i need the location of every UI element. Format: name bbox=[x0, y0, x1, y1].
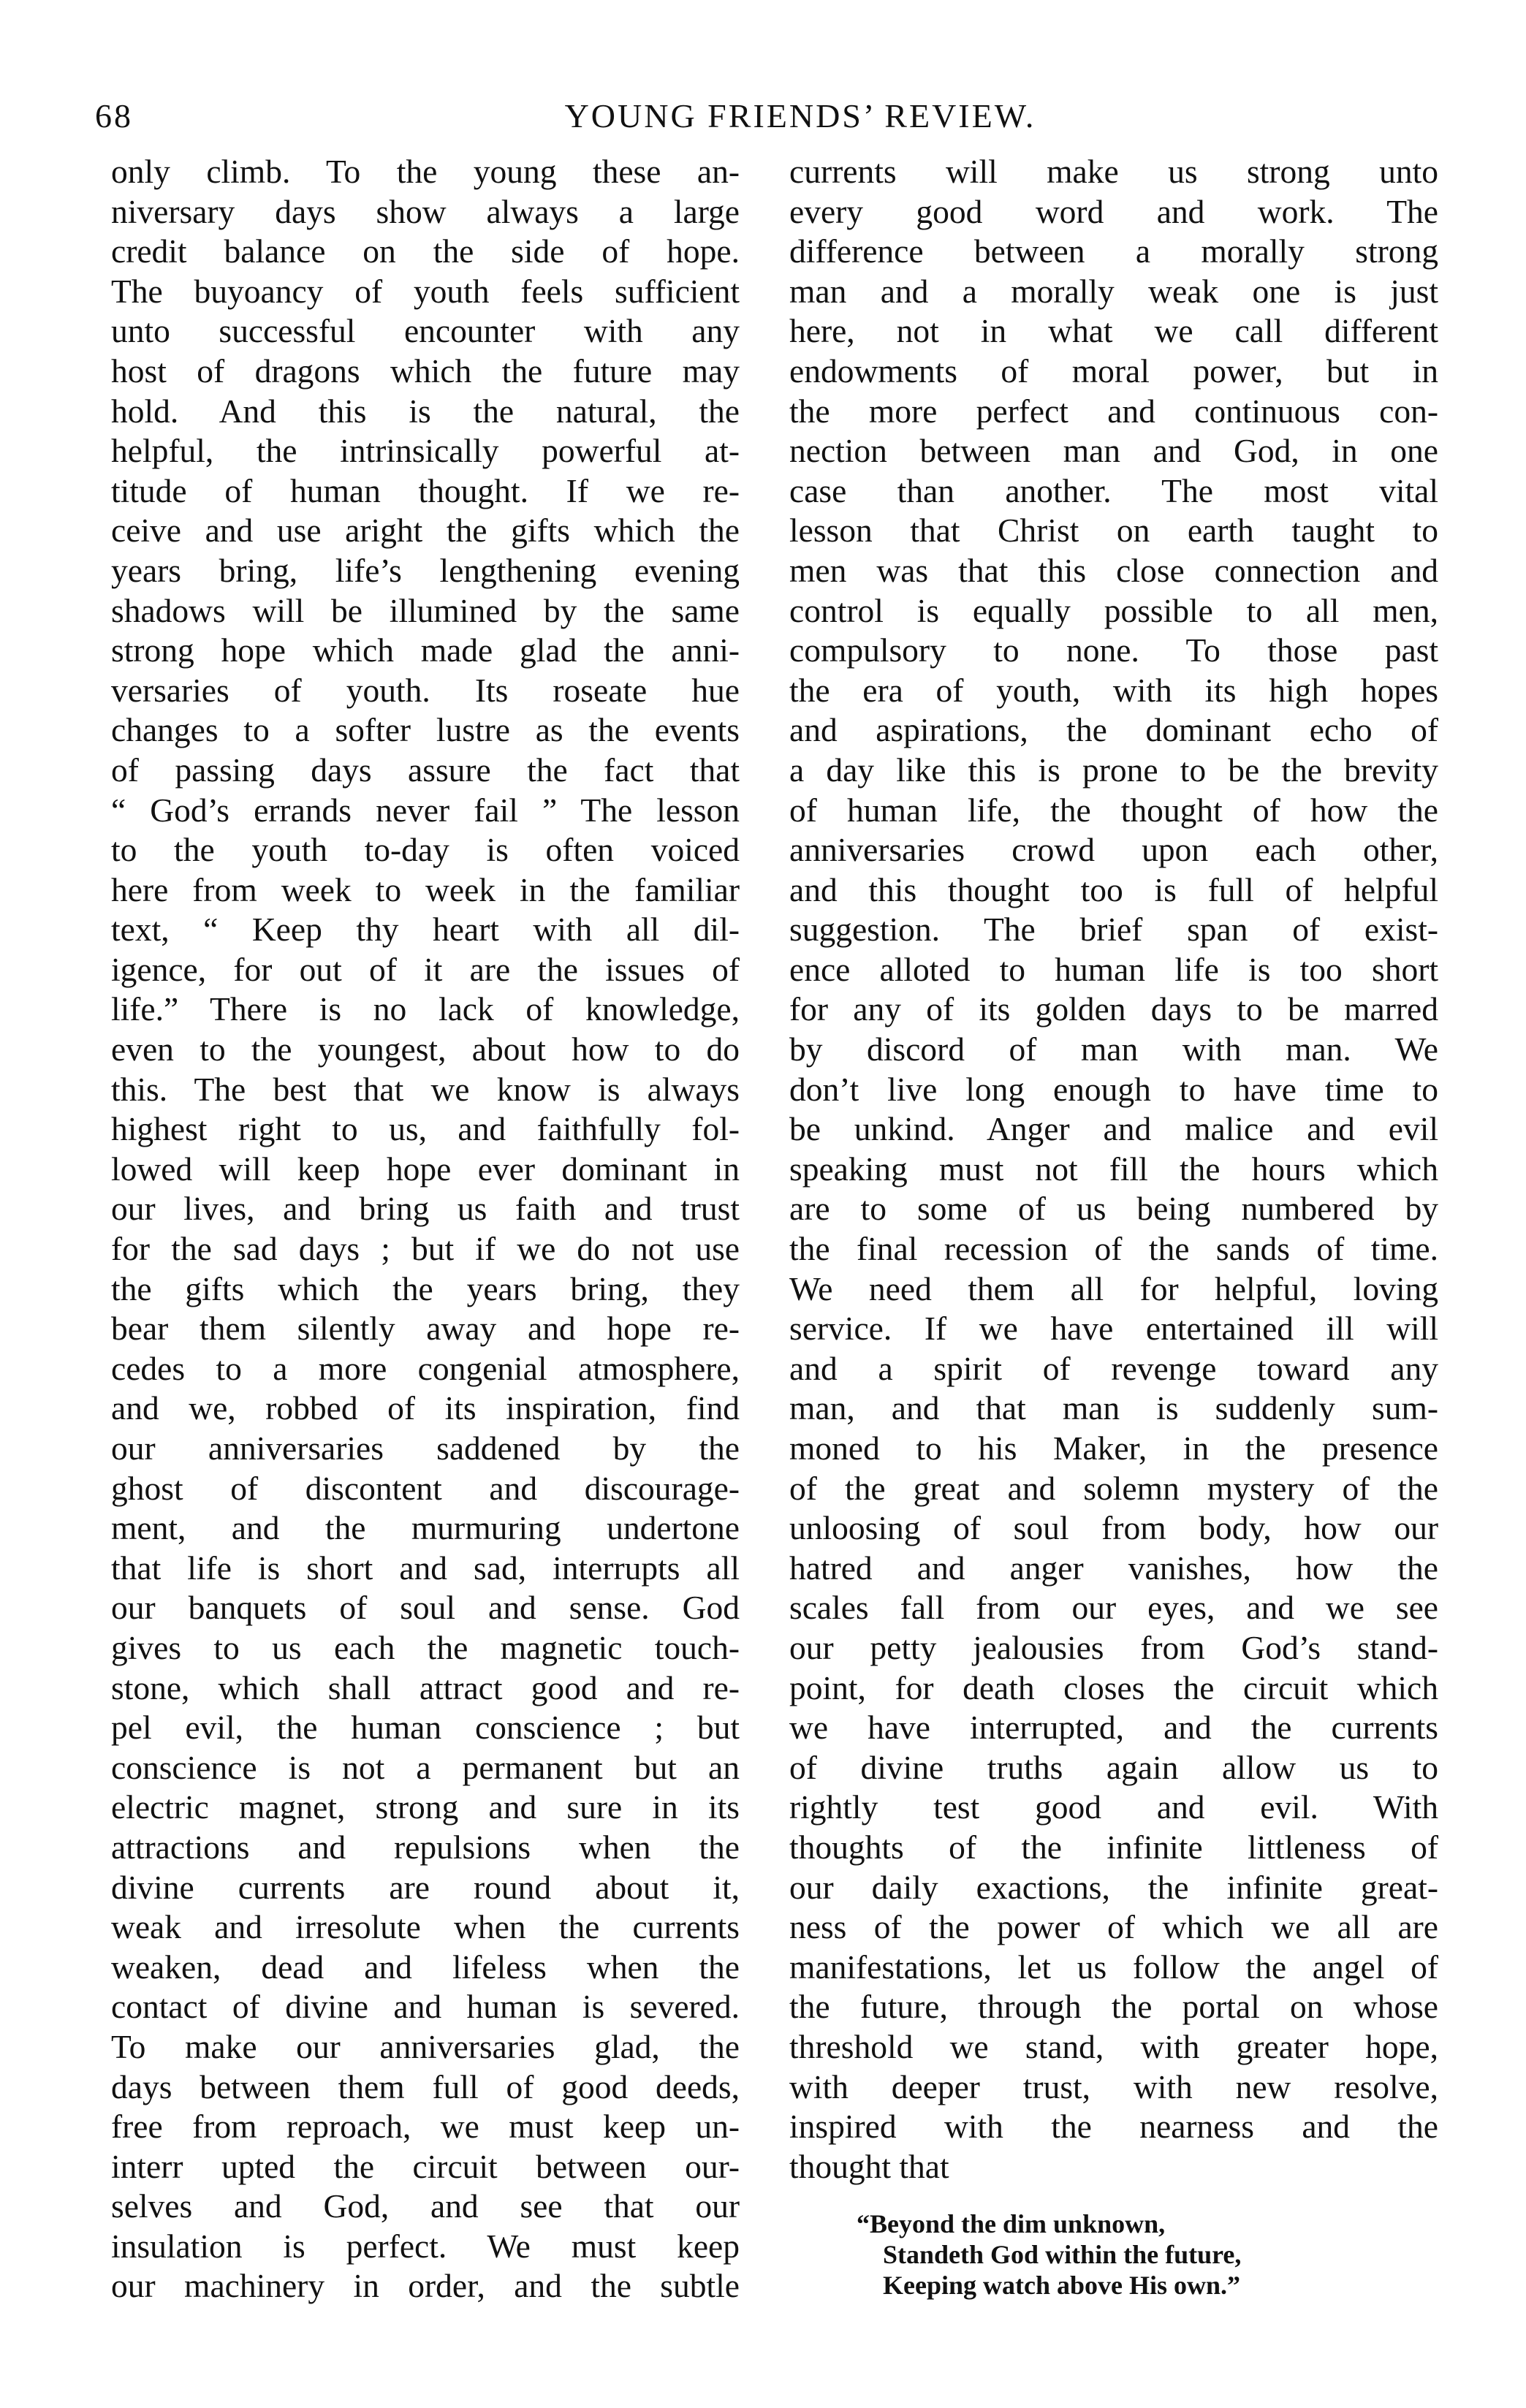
text-line: pel evil, the human conscience ; but bbox=[111, 1709, 740, 1747]
text-line: rightly test good and evil. With bbox=[789, 1788, 1438, 1826]
text-line: ment, and the murmuring undertone bbox=[111, 1509, 740, 1547]
text-line: and aspirations, the dominant echo of bbox=[789, 711, 1438, 749]
text-line: We need them all for helpful, loving bbox=[789, 1269, 1438, 1307]
text-line: lowed will keep hope ever dominant in bbox=[111, 1150, 740, 1188]
text-line: a day like this is prone to be the brevity bbox=[789, 751, 1438, 789]
text-line: here from week to week in the familiar bbox=[111, 870, 740, 908]
text-line: with deeper trust, with new resolve, bbox=[789, 2067, 1438, 2105]
text-line: the era of youth, with its high hopes bbox=[789, 671, 1438, 709]
text-line: and we, robbed of its inspiration, find bbox=[111, 1389, 740, 1427]
text-line: conscience is not a permanent but an bbox=[111, 1748, 740, 1786]
text-line: the future, through the portal on whose bbox=[789, 1988, 1438, 2026]
text-line: are to some of us being numbered by bbox=[789, 1190, 1438, 1228]
text-line: of human life, the thought of how the bbox=[789, 791, 1438, 829]
text-line: scales fall from our eyes, and we see bbox=[789, 1589, 1438, 1627]
text-line: hold. And this is the natural, the bbox=[111, 392, 740, 430]
text-line: ness of the power of which we all are bbox=[789, 1908, 1438, 1946]
text-line: our petty jealousies from God’s stand- bbox=[789, 1628, 1438, 1666]
text-line: service. If we have entertained ill will bbox=[789, 1310, 1438, 1348]
text-line: highest right to us, and faithfully fol- bbox=[111, 1110, 740, 1148]
text-line: inspired with the nearness and the bbox=[789, 2108, 1438, 2146]
text-line: changes to a softer lustre as the events bbox=[111, 711, 740, 749]
page-number: 68 bbox=[95, 97, 133, 134]
text-line: credit balance on the side of hope. bbox=[111, 232, 740, 270]
text-line: life.” There is no lack of knowledge, bbox=[111, 990, 740, 1028]
text-line: our lives, and bring us faith and trust bbox=[111, 1190, 740, 1228]
text-line: for the sad days ; but if we do not use bbox=[111, 1230, 740, 1268]
text-line: here, not in what we call different bbox=[789, 312, 1438, 350]
text-line: even to the youngest, about how to do bbox=[111, 1030, 740, 1068]
text-line: titude of human thought. If we re- bbox=[111, 471, 740, 509]
text-line: moned to his Maker, in the presence bbox=[789, 1429, 1438, 1467]
text-line: weak and irresolute when the currents bbox=[111, 1908, 740, 1946]
text-line: the final recession of the sands of time. bbox=[789, 1230, 1438, 1268]
text-line: our anniversaries saddened by the bbox=[111, 1429, 740, 1467]
text-line: our banquets of soul and sense. God bbox=[111, 1589, 740, 1627]
text-line: case than another. The most vital bbox=[789, 471, 1438, 509]
text-line: divine currents are round about it, bbox=[111, 1868, 740, 1906]
verse-line: “Beyond the dim unknown, bbox=[857, 2209, 1166, 2238]
text-line: of divine truths again allow us to bbox=[789, 1748, 1438, 1786]
text-line: insulation is perfect. We must keep bbox=[111, 2227, 740, 2265]
text-line: to the youth to-day is often voiced bbox=[111, 831, 740, 869]
text-line: control is equally possible to all men, bbox=[789, 591, 1438, 629]
text-line: and this thought too is full of helpful bbox=[789, 870, 1438, 908]
text-line: attractions and repulsions when the bbox=[111, 1828, 740, 1866]
text-line: selves and God, and see that our bbox=[111, 2187, 740, 2225]
text-line: we have interrupted, and the currents bbox=[789, 1709, 1438, 1747]
text-line: every good word and work. The bbox=[789, 192, 1438, 230]
text-line: our daily exactions, the infinite great- bbox=[789, 1868, 1438, 1906]
text-line: niversary days show always a large bbox=[111, 192, 740, 230]
text-line: nection between man and God, in one bbox=[789, 432, 1438, 470]
right-column bbox=[789, 152, 1438, 2187]
text-line: threshold we stand, with greater hope, bbox=[789, 2027, 1438, 2065]
text-line: compulsory to none. To those past bbox=[789, 631, 1438, 669]
text-line: The buyoancy of youth feels sufficient bbox=[111, 272, 740, 310]
text-line: only climb. To the young these an- bbox=[111, 153, 740, 190]
text-line: years bring, life’s lengthening evening bbox=[111, 551, 740, 589]
text-line: man and a morally weak one is just bbox=[789, 272, 1438, 310]
text-line: “ God’s errands never fail ” The lesson bbox=[111, 791, 740, 829]
running-title: YOUNG FRIENDS’ REVIEW. bbox=[564, 97, 1036, 134]
text-line: the gifts which the years bring, they bbox=[111, 1269, 740, 1307]
text-line: bear them silently away and hope re- bbox=[111, 1310, 740, 1348]
text-line: for any of its golden days to be marred bbox=[789, 990, 1438, 1028]
text-line: days between them full of good deeds, bbox=[111, 2067, 740, 2105]
text-line: point, for death closes the circuit which bbox=[789, 1668, 1438, 1706]
text-line: of the great and solemn mystery of the bbox=[789, 1469, 1438, 1507]
text-line: stone, which shall attract good and re- bbox=[111, 1668, 740, 1706]
verse-line: Keeping watch above His own.” bbox=[883, 2271, 1241, 2300]
left-column bbox=[111, 152, 740, 2306]
text-line: cedes to a more congenial atmosphere, bbox=[111, 1349, 740, 1387]
text-line: helpful, the intrinsically powerful at- bbox=[111, 432, 740, 470]
text-line: and a spirit of revenge toward any bbox=[789, 1349, 1438, 1387]
text-line: To make our anniversaries glad, the bbox=[111, 2027, 740, 2065]
text-line: be unkind. Anger and malice and evil bbox=[789, 1110, 1438, 1148]
text-line: by discord of man with man. We bbox=[789, 1030, 1438, 1068]
text-line: speaking must not fill the hours which bbox=[789, 1150, 1438, 1188]
text-line: text, “ Keep thy heart with all dil- bbox=[111, 911, 740, 949]
text-line: thoughts of the infinite littleness of bbox=[789, 1828, 1438, 1866]
text-line: electric magnet, strong and sure in its bbox=[111, 1788, 740, 1826]
text-line: interr upted the circuit between our- bbox=[111, 2147, 740, 2185]
text-line: anniversaries crowd upon each other, bbox=[789, 831, 1438, 869]
text-line: igence, for out of it are the issues of bbox=[111, 950, 740, 988]
text-line: unloosing of soul from body, how our bbox=[789, 1509, 1438, 1547]
text-line: ceive and use aright the gifts which the bbox=[111, 512, 740, 550]
text-line: of passing days assure the fact that bbox=[111, 751, 740, 789]
text-line: lesson that Christ on earth taught to bbox=[789, 512, 1438, 550]
text-line: the more perfect and continuous con- bbox=[789, 392, 1438, 430]
text-line: this. The best that we know is always bbox=[111, 1070, 740, 1108]
text-line: man, and that man is suddenly sum- bbox=[789, 1389, 1438, 1427]
text-line: suggestion. The brief span of exist- bbox=[789, 911, 1438, 949]
text-line: ghost of discontent and discourage- bbox=[111, 1469, 740, 1507]
text-line: weaken, dead and lifeless when the bbox=[111, 1948, 740, 1986]
text-line: contact of divine and human is severed. bbox=[111, 1988, 740, 2026]
text-line: unto successful encounter with any bbox=[111, 312, 740, 350]
text-line: that life is short and sad, interrupts all bbox=[111, 1549, 740, 1587]
verse-quotation bbox=[857, 2208, 1412, 2301]
page-header bbox=[95, 96, 1454, 148]
verse-line: Standeth God within the future, bbox=[883, 2240, 1242, 2269]
text-line: strong hope which made glad the anni- bbox=[111, 631, 740, 669]
text-line: host of dragons which the future may bbox=[111, 352, 740, 390]
text-line: ence alloted to human life is too short bbox=[789, 950, 1438, 988]
text-line: don’t live long enough to have time to bbox=[789, 1070, 1438, 1108]
text-line: our machinery in order, and the subtle bbox=[111, 2267, 740, 2305]
text-line: currents will make us strong unto bbox=[789, 153, 1438, 190]
text-line: shadows will be illumined by the same bbox=[111, 591, 740, 629]
text-line: hatred and anger vanishes, how the bbox=[789, 1549, 1438, 1587]
text-line: endowments of moral power, but in bbox=[789, 352, 1438, 390]
text-line: free from reproach, we must keep un- bbox=[111, 2108, 740, 2146]
text-line: manifestations, let us follow the angel of bbox=[789, 1948, 1438, 1986]
text-line: versaries of youth. Its roseate hue bbox=[111, 671, 740, 709]
text-line: gives to us each the magnetic touch- bbox=[111, 1628, 740, 1666]
text-line: men was that this close connection and bbox=[789, 551, 1438, 589]
text-line: thought that bbox=[789, 2147, 949, 2185]
text-line: difference between a morally strong bbox=[789, 232, 1438, 270]
